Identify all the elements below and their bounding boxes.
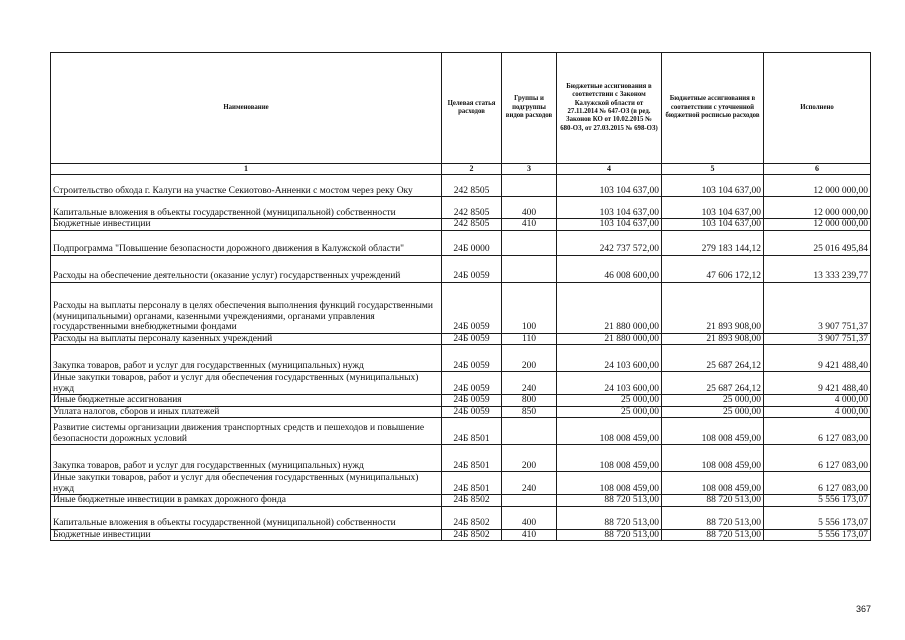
column-number: 6 <box>764 164 871 175</box>
table-row <box>51 472 871 495</box>
row-law-amount: 24 103 600,00 <box>557 345 662 372</box>
table-row <box>51 175 871 197</box>
row-name: Иные закупки товаров, работ и услуг для обеспечения государственных (муниципальных) нужд <box>51 472 442 495</box>
row-target-code: 242 8505 <box>442 175 502 197</box>
row-name: Расходы на обеспечение деятельности (оказание услуг) государственных учреждений <box>51 255 442 282</box>
table-row <box>51 506 871 529</box>
row-executed-amount: 12 000 000,00 <box>764 197 871 219</box>
row-expense-group: 850 <box>502 406 557 418</box>
row-target-code: 24Б 8502 <box>442 506 502 529</box>
row-law-amount: 88 720 513,00 <box>557 506 662 529</box>
row-expense-group: 200 <box>502 345 557 372</box>
row-target-code: 24Б 8501 <box>442 445 502 472</box>
row-executed-amount: 4 000,00 <box>764 395 871 407</box>
row-expense-group: 410 <box>502 219 557 231</box>
row-target-code: 24Б 0000 <box>442 230 502 255</box>
row-expense-group: 400 <box>502 197 557 219</box>
row-name: Иные бюджетные ассигнования <box>51 395 442 407</box>
row-expense-group: 100 <box>502 282 557 333</box>
table-row <box>51 255 871 282</box>
header-refined-allocations: Бюджетные ассигнования в соответствии с уточненной бюджетной росписью расходов <box>662 53 764 164</box>
table-header-row <box>51 53 871 164</box>
row-expense-group: 110 <box>502 333 557 345</box>
budget-document <box>50 52 870 541</box>
row-executed-amount: 6 127 083,00 <box>764 418 871 445</box>
table-row <box>51 372 871 395</box>
table-row <box>51 395 871 407</box>
row-name: Строительство обхода г. Калуги на участке Секиотово-Анненки с мостом через реку Оку <box>51 175 442 197</box>
row-target-code: 24Б 0059 <box>442 406 502 418</box>
row-refined-amount: 25 000,00 <box>662 395 764 407</box>
table-row <box>51 333 871 345</box>
row-refined-amount: 103 104 637,00 <box>662 197 764 219</box>
row-law-amount: 103 104 637,00 <box>557 197 662 219</box>
column-number-row <box>51 164 871 175</box>
row-name: Бюджетные инвестиции <box>51 529 442 541</box>
row-target-code: 24Б 0059 <box>442 395 502 407</box>
header-name: Наименование <box>51 53 442 164</box>
row-expense-group: 240 <box>502 472 557 495</box>
row-name: Расходы на выплаты персоналу казенных учреждений <box>51 333 442 345</box>
row-refined-amount: 88 720 513,00 <box>662 506 764 529</box>
row-expense-group <box>502 495 557 507</box>
table-row <box>51 445 871 472</box>
row-name: Капитальные вложения в объекты государственной (муниципальной) собственности <box>51 197 442 219</box>
table-row <box>51 345 871 372</box>
budget-table <box>50 52 871 541</box>
row-expense-group: 410 <box>502 529 557 541</box>
row-refined-amount: 21 893 908,00 <box>662 282 764 333</box>
row-executed-amount: 12 000 000,00 <box>764 175 871 197</box>
row-target-code: 242 8505 <box>442 197 502 219</box>
table-row <box>51 529 871 541</box>
row-law-amount: 46 008 600,00 <box>557 255 662 282</box>
row-law-amount: 21 880 000,00 <box>557 282 662 333</box>
row-target-code: 24Б 8502 <box>442 495 502 507</box>
header-law-allocations: Бюджетные ассигнования в соответствии с Законом Калужской области от 27.11.2014 № 647-ОЗ (в ред. Законов КО от 10.02.2015 № 680-ОЗ, от 27.03.2015 № 698-ОЗ) <box>557 53 662 164</box>
table-row <box>51 230 871 255</box>
row-name: Расходы на выплаты персоналу в целях обеспечения выполнения функций государственными (муниципальными) органами, казенными учреждениями, органами управления государственными внебюджетными фондами <box>51 282 442 333</box>
row-executed-amount: 5 556 173,07 <box>764 506 871 529</box>
column-number: 4 <box>557 164 662 175</box>
row-expense-group: 800 <box>502 395 557 407</box>
table-row <box>51 282 871 333</box>
row-law-amount: 108 008 459,00 <box>557 418 662 445</box>
row-name: Подпрограмма "Повышение безопасности дорожного движения в Калужской области" <box>51 230 442 255</box>
table-row <box>51 406 871 418</box>
row-target-code: 24Б 8502 <box>442 529 502 541</box>
row-name: Иные закупки товаров, работ и услуг для обеспечения государственных (муниципальных) нужд <box>51 372 442 395</box>
row-law-amount: 21 880 000,00 <box>557 333 662 345</box>
header-target-article: Целевая статья расходов <box>442 53 502 164</box>
column-number: 1 <box>51 164 442 175</box>
row-refined-amount: 108 008 459,00 <box>662 472 764 495</box>
row-refined-amount: 108 008 459,00 <box>662 418 764 445</box>
row-target-code: 24Б 0059 <box>442 333 502 345</box>
column-number: 2 <box>442 164 502 175</box>
row-law-amount: 242 737 572,00 <box>557 230 662 255</box>
row-executed-amount: 4 000,00 <box>764 406 871 418</box>
row-target-code: 24Б 0059 <box>442 372 502 395</box>
row-target-code: 24Б 8501 <box>442 418 502 445</box>
table-row <box>51 418 871 445</box>
row-target-code: 242 8505 <box>442 219 502 231</box>
row-target-code: 24Б 0059 <box>442 282 502 333</box>
table-row <box>51 219 871 231</box>
row-executed-amount: 12 000 000,00 <box>764 219 871 231</box>
row-expense-group <box>502 230 557 255</box>
row-refined-amount: 103 104 637,00 <box>662 175 764 197</box>
row-executed-amount: 5 556 173,07 <box>764 495 871 507</box>
table-row <box>51 495 871 507</box>
row-law-amount: 108 008 459,00 <box>557 445 662 472</box>
row-law-amount: 25 000,00 <box>557 395 662 407</box>
row-law-amount: 103 104 637,00 <box>557 219 662 231</box>
row-refined-amount: 25 000,00 <box>662 406 764 418</box>
row-executed-amount: 6 127 083,00 <box>764 445 871 472</box>
header-executed: Исполнено <box>764 53 871 164</box>
row-refined-amount: 279 183 144,12 <box>662 230 764 255</box>
row-executed-amount: 25 016 495,84 <box>764 230 871 255</box>
row-executed-amount: 9 421 488,40 <box>764 372 871 395</box>
row-name: Уплата налогов, сборов и иных платежей <box>51 406 442 418</box>
row-refined-amount: 108 008 459,00 <box>662 445 764 472</box>
row-expense-group <box>502 255 557 282</box>
row-target-code: 24Б 0059 <box>442 345 502 372</box>
row-name: Капитальные вложения в объекты государственной (муниципальной) собственности <box>51 506 442 529</box>
row-refined-amount: 103 104 637,00 <box>662 219 764 231</box>
row-executed-amount: 6 127 083,00 <box>764 472 871 495</box>
row-executed-amount: 13 333 239,77 <box>764 255 871 282</box>
row-expense-group <box>502 175 557 197</box>
column-number: 5 <box>662 164 764 175</box>
row-expense-group: 200 <box>502 445 557 472</box>
row-law-amount: 103 104 637,00 <box>557 175 662 197</box>
row-name: Развитие системы организации движения транспортных средств и пешеходов и повышение безопасности дорожных условий <box>51 418 442 445</box>
row-target-code: 24Б 8501 <box>442 472 502 495</box>
row-executed-amount: 5 556 173,07 <box>764 529 871 541</box>
header-expense-groups: Группы и подгруппы видов расходов <box>502 53 557 164</box>
row-target-code: 24Б 0059 <box>442 255 502 282</box>
row-executed-amount: 3 907 751,37 <box>764 333 871 345</box>
row-name: Бюджетные инвестиции <box>51 219 442 231</box>
row-law-amount: 24 103 600,00 <box>557 372 662 395</box>
row-expense-group: 400 <box>502 506 557 529</box>
column-number: 3 <box>502 164 557 175</box>
row-expense-group: 240 <box>502 372 557 395</box>
table-row <box>51 197 871 219</box>
row-refined-amount: 88 720 513,00 <box>662 495 764 507</box>
row-name: Закупка товаров, работ и услуг для государственных (муниципальных) нужд <box>51 445 442 472</box>
row-refined-amount: 25 687 264,12 <box>662 345 764 372</box>
row-expense-group <box>502 418 557 445</box>
row-refined-amount: 25 687 264,12 <box>662 372 764 395</box>
row-law-amount: 25 000,00 <box>557 406 662 418</box>
row-name: Закупка товаров, работ и услуг для государственных (муниципальных) нужд <box>51 345 442 372</box>
row-name: Иные бюджетные инвестиции в рамках дорожного фонда <box>51 495 442 507</box>
row-law-amount: 88 720 513,00 <box>557 529 662 541</box>
row-executed-amount: 3 907 751,37 <box>764 282 871 333</box>
row-refined-amount: 21 893 908,00 <box>662 333 764 345</box>
row-refined-amount: 47 606 172,12 <box>662 255 764 282</box>
row-law-amount: 88 720 513,00 <box>557 495 662 507</box>
row-law-amount: 108 008 459,00 <box>557 472 662 495</box>
row-refined-amount: 88 720 513,00 <box>662 529 764 541</box>
page-number: 367 <box>856 604 872 614</box>
row-executed-amount: 9 421 488,40 <box>764 345 871 372</box>
